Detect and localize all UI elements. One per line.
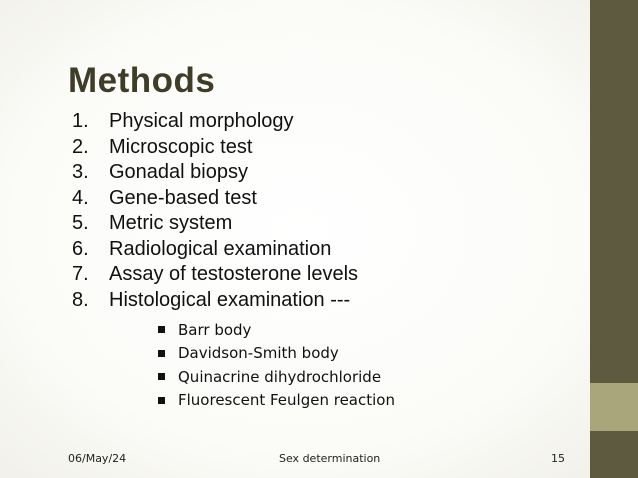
method-text: Histological examination --- bbox=[109, 288, 351, 311]
method-item bbox=[72, 160, 358, 186]
slide-number: 15 bbox=[551, 452, 565, 465]
histology-sub-list bbox=[158, 318, 395, 412]
sub-list-item bbox=[158, 342, 395, 366]
method-text: Radiological examination bbox=[109, 237, 332, 260]
method-item bbox=[72, 237, 358, 263]
sub-item-text: Fluorescent Feulgen reaction bbox=[178, 391, 395, 410]
sub-item-text: Quinacrine dihydrochloride bbox=[178, 367, 382, 386]
method-number: 7. bbox=[72, 263, 89, 285]
method-item bbox=[72, 211, 358, 237]
method-number: 8. bbox=[72, 288, 89, 311]
square-bullet-icon bbox=[158, 397, 165, 404]
sub-list-item bbox=[158, 365, 395, 389]
square-bullet-icon bbox=[158, 350, 165, 357]
sub-list-item bbox=[158, 389, 395, 413]
method-number: 6. bbox=[72, 237, 89, 260]
sidebar-bar-bottom bbox=[590, 431, 638, 478]
method-text: Physical morphology bbox=[109, 110, 294, 132]
method-number: 3. bbox=[72, 161, 89, 183]
method-item bbox=[72, 186, 358, 212]
method-text: Microscopic test bbox=[109, 135, 253, 158]
method-number: 4. bbox=[72, 186, 89, 209]
method-item bbox=[72, 288, 358, 314]
method-number: 5. bbox=[72, 212, 89, 234]
methods-list bbox=[72, 109, 358, 313]
footer-date: 06/May/24 bbox=[68, 452, 127, 465]
sidebar-bar-top bbox=[590, 0, 638, 383]
method-item bbox=[72, 135, 358, 161]
method-item bbox=[72, 262, 358, 288]
method-text: Assay of testosterone levels bbox=[109, 263, 359, 285]
sub-item-text: Davidson-Smith body bbox=[178, 344, 339, 363]
method-text: Gene-based test bbox=[109, 186, 257, 209]
method-number: 1. bbox=[72, 110, 89, 132]
square-bullet-icon bbox=[158, 326, 165, 333]
method-item bbox=[72, 109, 358, 135]
sub-list-item bbox=[158, 318, 395, 342]
method-number: 2. bbox=[72, 135, 89, 158]
square-bullet-icon bbox=[158, 373, 165, 380]
method-text: Metric system bbox=[109, 212, 233, 234]
slide-title: Methods bbox=[68, 61, 216, 100]
sidebar-accent-block bbox=[590, 383, 638, 431]
footer-title: Sex determination bbox=[279, 452, 381, 465]
method-text: Gonadal biopsy bbox=[109, 161, 248, 183]
sub-item-text: Barr body bbox=[178, 320, 252, 339]
